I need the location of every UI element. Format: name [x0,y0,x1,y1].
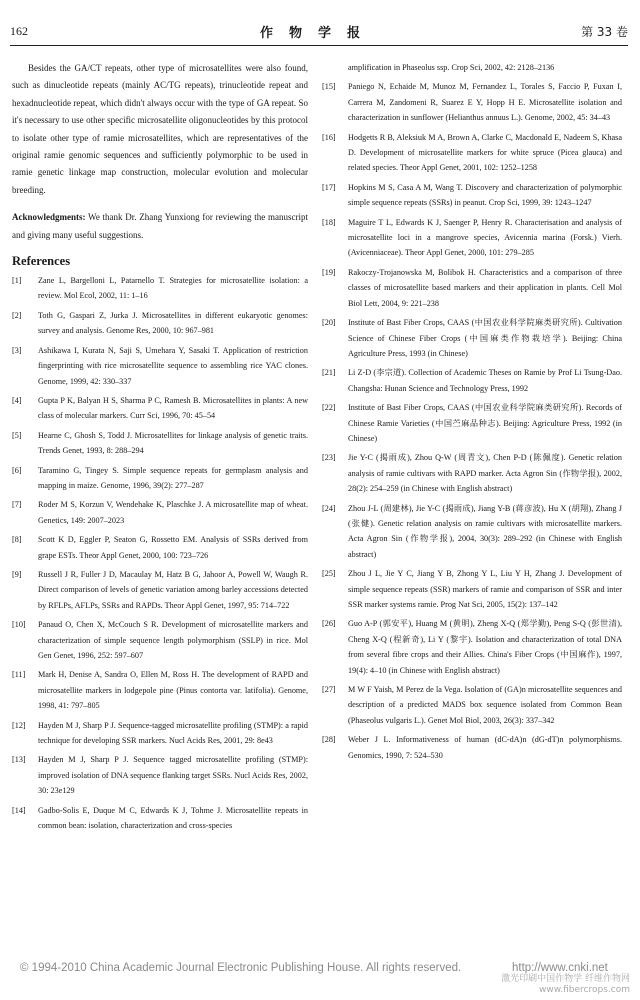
reference-item [322,501,622,563]
reference-item [12,497,308,528]
reference-number: [13] [12,755,26,765]
reference-text: Hayden M J, Sharp P J. Sequence tagged microsatellite profiling (STMP): improved isolation of DNA sequence flanking target SSRs. Nucl Acids Res, 2002, 30: 23e129 [38,755,308,796]
reference-text: Gadbo-Solis E, Duque M C, Edwards K J, Tohme J. Microsatellite repeats in common bean: isolation, characterization and cross-species [38,805,308,831]
reference-text: Rakoczy-Trojanowska M, Bolibok H. Characteristics and a comparison of three classes of microsatellite based markers and their application in plants. Cell Mol Biol Lett, 2004, 9: 221–238 [348,267,622,308]
right-column [322,60,622,767]
reference-item [12,617,308,663]
reference-text: amplification in Phaseolus ssp. Crop Sci, 2002, 42: 2128–2136 [348,63,555,72]
page-header [10,22,628,46]
reference-text: Taramino G, Tingey S. Simple sequence repeats for germplasm analysis and mapping in maize. Genome, 1996, 39(2): 277–287 [38,465,308,490]
reference-text: Roder M S, Korzun V, Wendehake K, Plaschke J. A microsatellite map of wheat. Genetics, 149: 2007–2023 [38,500,308,525]
reference-number: [10] [12,620,26,630]
reference-number: [11] [12,670,26,680]
reference-item [12,273,308,304]
reference-item [12,718,308,749]
reference-item [322,566,622,612]
reference-item [12,308,308,339]
reference-item [322,616,622,678]
reference-number: [24] [322,503,336,513]
reference-number: [20] [322,318,336,328]
copyright-footer: © 1994-2010 China Academic Journal Electronic Publishing House. All rights reserved. [20,962,462,974]
volume-label: 第 33 卷 [581,25,628,39]
reference-text: Hayden M J, Sharp P J. Sequence-tagged microsatellite profiling (STMP): a rapid technique for developing SSR markers. Nucl Acids Res, 2001, 29: 8e43 [38,720,308,746]
reference-text: Li Z-D (李宗道). Collection of Academic Theses on Ramie by Prof Li Tsung-Dao. Changsha: Hunan Science and Technology Press, 1992 [348,368,622,393]
reference-text: Weber J L. Informativeness of human (dC-dA)n (dG-dT)n polymorphisms. Genomics, 1990, 7: 524–530 [348,735,622,760]
reference-item [12,803,308,834]
reference-number: [18] [322,217,336,227]
reference-number: [3] [12,345,22,355]
reference-number: [28] [322,735,336,745]
reference-item [12,567,308,613]
reference-number: [15] [322,82,336,92]
watermark-line-2: www.fibercrops.com [539,985,630,995]
reference-number: [22] [322,403,336,413]
reference-number: [9] [12,569,22,579]
reference-item [12,428,308,459]
reference-number: [16] [322,132,336,142]
acknowledgments-label: Acknowledgments: [12,212,86,223]
reference-item [322,60,622,75]
reference-item [322,79,622,125]
reference-text: Zhou J L, Jie Y C, Jiang Y B, Zhong Y L, Liu Y H, Zhang J. Development of simple sequence repeats (SSR) markers of ramie and comparison of SSR and inter SSR marker systems ramie. Prog Nat Sci, 2005, 15(2): 137–142 [348,569,622,609]
cnki-link[interactable]: http://www.cnki.net [512,962,608,974]
reference-number: [14] [12,805,26,815]
acknowledgments-text: We thank Dr. Zhang Yunxiong for reviewing the manuscript and giving many useful suggestions. [12,212,308,240]
reference-number: [5] [12,430,22,440]
reference-text: Guo A-P (郭安平), Huang M (黄明), Zheng X-Q (郑学勤), Peng S-Q (彭世清), Cheng X-Q (程新奇), Li Y (黎宇). Isolation and characterization of total DNA from several fibre crops and their Allies. China's Fiber Crops (中国麻作), 1997, 19(4): 4–10 (in Chinese with English abstract) [348,619,622,675]
reference-text: Institute of Bast Fiber Crops, CAAS (中国农业科学院麻类研究所). Records of Chinese Ramie Varieties (中国苎麻品种志). Beijing: Agriculture Press, 1992 (in Chinese) [348,403,622,443]
reference-number: [26] [322,619,336,629]
reference-number: [4] [12,395,22,405]
reference-text: Toth G, Gaspari Z, Jurka J. Microsatellites in different eukaryotic genomes: survey and analysis. Genome Res, 2000, 10: 967–981 [38,310,308,336]
reference-number: [25] [322,569,336,579]
left-column [12,60,308,837]
reference-text: Scott K D, Eggler P, Seaton G, Rossetto EM. Analysis of SSRs derived from grape ESTs. Theor Appl Genet, 2000, 100: 723–726 [38,535,308,560]
journal-title: 作物学报 [260,26,377,41]
reference-text: Hopkins M S, Casa A M, Wang T. Discovery and characterization of polymorphic simple sequence repeats (SSRs) in peanut. Crop Sci, 1999, 39: 1243–1247 [348,182,622,208]
acknowledgments [12,209,308,244]
watermark [501,974,630,996]
reference-number: [1] [12,276,22,286]
references-list-right [322,60,622,763]
reference-number: [27] [322,685,336,695]
reference-number: [21] [322,368,336,378]
reference-item [322,365,622,396]
reference-item [12,532,308,563]
reference-number: [23] [322,453,336,463]
reference-item [12,752,308,798]
reference-number: [6] [12,465,22,475]
reference-text: Gupta P K, Balyan H S, Sharma P C, Ramesh B. Microsatellites in plants: A new class of molecular markers. Curr Sci, 1996, 70: 45–54 [38,395,308,421]
reference-text: Hearne C, Ghosh S, Todd J. Microsatellites for linkage analysis of genetic traits. Trends Genet, 1993, 8: 288–294 [38,430,308,456]
reference-number: [17] [322,182,336,192]
reference-item [12,463,308,494]
watermark-line-1: 激光印刷中国作物学 纤维作物网 [501,974,630,984]
page-number: 162 [10,24,28,38]
references-list-left [12,273,308,833]
reference-number: [19] [322,267,336,277]
reference-number: [2] [12,310,22,320]
reference-item [322,215,622,261]
reference-item [322,450,622,496]
reference-number: [8] [12,535,22,545]
reference-text: Jie Y-C (揭雨成), Zhou Q-W (周青文), Chen P-D (陈佩度). Genetic relation analysis of ramie cultivars with RAPD marker. Acta Agron Sin (作物学报), 2002, 28(2): 254–259 (in Chinese with English abstract) [348,453,622,494]
reference-text: Mark H, Denise A, Sandra O, Ellen M, Ross H. The development of RAPD and microsatellite markers in lodgepole pine (Pinus contorta var. latifolia). Genome, 1998, 41: 797–805 [38,670,308,711]
reference-text: Zane L, Bargelloni L, Patarnello T. Strategies for microsatellite isolation: a review. Mol Ecol, 2002, 11: 1–16 [38,276,308,301]
reference-item [12,393,308,424]
reference-item [12,343,308,389]
reference-item [322,180,622,211]
reference-text: Zhou J-L (周建林), Jie Y-C (揭雨成), Jiang Y-B (蒋彦波), Hu X (胡翔), Zhang J (张健). Genetic relation analysis on ramie cultivars with microsatellite markers. Acta Agron Sin (作物学报), 2004, 30(3): 289–292 (in Chinese with English abstract) [348,503,622,559]
reference-item [322,130,622,176]
reference-text: Russell J R, Fuller J D, Macaulay M, Hatz B G, Jahoor A, Powell W, Waugh R. Direct comparison of levels of genetic variation among barley accessions detected by RFLPs, AFLPs, SSRs and RAPDs. Theor Appl Genet, 1997, 95: 714–722 [38,569,308,610]
reference-text: Hodgetts R B, Aleksiuk M A, Brown A, Clarke C, Macdonald E, Nadeem S, Khasa D. Development of microsatellite markers for white spruce (Picea glauca) and related species. Theor Appl Genet, 2001, 102: 1252–1258 [348,132,622,173]
reference-text: Paniego N, Echaide M, Munoz M, Fernandez L, Torales S, Faccio P, Fuxan I, Carrera M, Zandomeni R, Suarez E Y, Hopp H E. Microsatellite isolation and characterization in sunflower (Helianthus annuus L.). Genome, 2002, 45: 34–43 [348,82,622,123]
reference-text: Panaud O, Chen X, McCouch S R. Development of microsatellite markers and characterization of simple sequence length polymorphism (SSLP) in rice. Mol Gen Genet, 1996, 252: 597–607 [38,620,308,660]
reference-item [322,732,622,763]
reference-item [12,667,308,713]
reference-item [322,400,622,446]
reference-text: M W F Yaish, M Perez de la Vega. Isolation of (GA)n microsatellite sequences and description of a predicted MADS box sequence isolated from Common Bean (Phaseolus vulgaris L.). Genet Mol Biol, 2003, 26(3): 337–342 [348,685,622,725]
references-heading: References [12,254,71,269]
reference-text: Ashikawa I, Kurata N, Saji S, Umehara Y, Sasaki T. Application of restriction fingerprinting with rice microsatellite sequence to assembling rice YAC clones. Genome, 1999, 42: 330–337 [38,345,308,386]
reference-item [322,315,622,361]
reference-item [322,682,622,728]
reference-number: [7] [12,500,22,510]
reference-text: Maguire T L, Edwards K J, Saenger P, Henry R. Characterisation and analysis of microsatellite loci in a mangrove species, Avicennia marina (Forsk.) Vierh. (Avicenniaceae). Theor Appl Genet, 2000, 101: 279–285 [348,217,622,258]
reference-item [322,265,622,311]
reference-text: Institute of Bast Fiber Crops, CAAS (中国农业科学院麻类研究所). Cultivation Science of Chinese Fiber Crops (中国麻类作物栽培学). Beijing: China Agriculture Press, 1993 (in Chinese) [348,318,622,358]
reference-number: [12] [12,720,26,730]
body-paragraph: Besides the GA/CT repeats, other type of microsatellites were also found, such as dinucleotide repeats (mainly AC/TG repeats), trinucleotide repeat and hexadnucleotide repeat, which didn't always occur with the type of GA repeat. So it's necessary to use other specific microsatellite oligonucleotides by this protocol to isolate other type of ramie microsatellites, which are representatives of the original ramie genomic sequences and sufficiently polymorphic to be used in ramie genetic linkage map construction, molecular evolution and molecular breeding. [12,63,308,195]
